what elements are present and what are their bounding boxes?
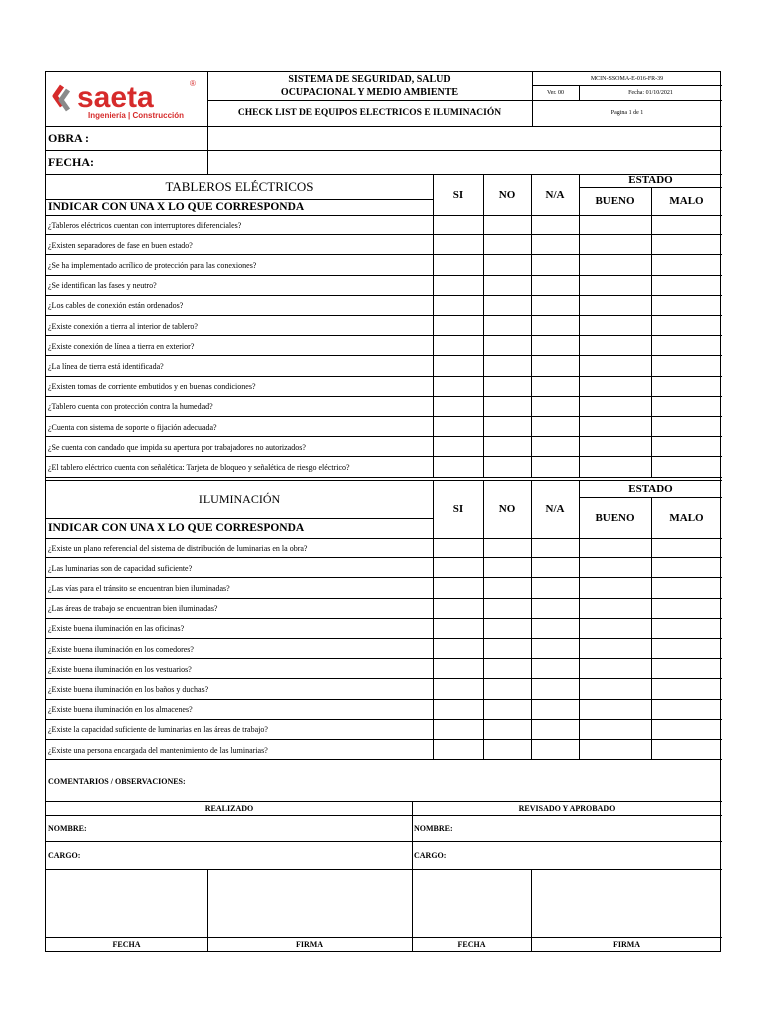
question-text: ¿Existen separadores de fase en buen estado? (48, 240, 193, 250)
check-cell-si[interactable] (433, 679, 483, 699)
table-row (46, 679, 722, 699)
question-text: ¿Tablero cuenta con protección contra la humedad? (48, 402, 213, 412)
check-cell-malo[interactable] (651, 276, 722, 296)
check-cell-si[interactable] (433, 740, 483, 760)
check-cell-malo[interactable] (651, 740, 722, 760)
question-text: ¿Las vías para el tránsito se encuentran bien iluminadas? (48, 583, 230, 593)
check-cell-na[interactable] (531, 336, 579, 356)
question-text: ¿Existe buena iluminación en los baños y duchas? (48, 684, 209, 694)
check-cell-bueno[interactable] (579, 397, 651, 417)
check-cell-no[interactable] (483, 235, 531, 255)
check-cell-na[interactable] (531, 437, 579, 457)
table-row (46, 316, 722, 336)
table-row (46, 437, 722, 457)
check-cell-malo[interactable] (651, 235, 722, 255)
check-cell-malo[interactable] (651, 296, 722, 316)
check-cell-no[interactable] (483, 639, 531, 659)
logo-tagline: Ingeniería | Construcción (87, 111, 184, 120)
nombre-label-revisado: NOMBRE: (414, 823, 453, 833)
obra-label: OBRA : (48, 130, 90, 145)
question-text: ¿Existe buena iluminación en los comedores? (48, 644, 194, 654)
table-row (46, 377, 722, 397)
check-cell-si[interactable] (433, 397, 483, 417)
table-row (46, 599, 722, 619)
col-malo-header-1: MALO (669, 195, 704, 207)
table-row (46, 417, 722, 437)
question-text: ¿Cuenta con sistema de soporte o fijación adecuada? (48, 422, 217, 432)
col-si-header-2: SI (452, 503, 464, 515)
check-cell-si[interactable] (433, 255, 483, 275)
check-cell-malo[interactable] (651, 619, 722, 639)
table-row (46, 336, 722, 356)
check-cell-no[interactable] (483, 316, 531, 336)
check-cell-si[interactable] (433, 619, 483, 639)
check-cell-no[interactable] (483, 377, 531, 397)
table-row (46, 457, 722, 477)
check-cell-na[interactable] (531, 215, 579, 235)
check-cell-bueno[interactable] (579, 336, 651, 356)
document-date: Fecha: 01/10/2021 (628, 89, 673, 96)
question-text: ¿Tableros eléctricos cuentan con interruptores diferenciales? (48, 220, 242, 230)
check-cell-bueno[interactable] (579, 659, 651, 679)
check-cell-bueno[interactable] (579, 296, 651, 316)
check-cell-na[interactable] (531, 619, 579, 639)
check-cell-na[interactable] (531, 599, 579, 619)
check-cell-no[interactable] (483, 659, 531, 679)
check-cell-malo[interactable] (651, 538, 722, 558)
check-cell-no[interactable] (483, 397, 531, 417)
question-text: ¿Las áreas de trabajo se encuentran bien iluminadas? (48, 604, 218, 614)
check-cell-no[interactable] (483, 336, 531, 356)
check-cell-si[interactable] (433, 599, 483, 619)
check-cell-no[interactable] (483, 457, 531, 477)
check-cell-si[interactable] (433, 720, 483, 740)
question-text: ¿Existe una persona encargada del mantenimiento de las luminarias? (48, 745, 268, 755)
question-text: ¿La línea de tierra está identificada? (48, 361, 164, 371)
check-cell-bueno[interactable] (579, 457, 651, 477)
check-cell-bueno[interactable] (579, 255, 651, 275)
check-cell-malo[interactable] (651, 336, 722, 356)
check-cell-si[interactable] (433, 700, 483, 720)
check-cell-no[interactable] (483, 296, 531, 316)
question-text: ¿Existe un plano referencial del sistema de distribución de luminarias en la obra? (48, 543, 308, 553)
question-text: ¿Existe buena iluminación en las oficinas? (48, 624, 185, 634)
check-cell-si[interactable] (433, 558, 483, 578)
check-cell-na[interactable] (531, 659, 579, 679)
check-cell-bueno[interactable] (579, 215, 651, 235)
check-cell-no[interactable] (483, 437, 531, 457)
cargo-label-revisado: CARGO: (414, 850, 447, 860)
revisado-header: REVISADO Y APROBADO (518, 803, 616, 813)
question-text: ¿Existe la capacidad suficiente de luminarias en las áreas de trabajo? (48, 725, 268, 735)
fecha-box-revisado[interactable] (412, 869, 531, 937)
table-row (46, 215, 722, 235)
check-cell-na[interactable] (531, 255, 579, 275)
check-cell-si[interactable] (433, 276, 483, 296)
check-cell-bueno[interactable] (579, 599, 651, 619)
check-cell-no[interactable] (483, 599, 531, 619)
check-cell-na[interactable] (531, 720, 579, 740)
check-cell-no[interactable] (483, 356, 531, 376)
check-cell-malo[interactable] (651, 639, 722, 659)
check-cell-na[interactable] (531, 356, 579, 376)
table-row (46, 356, 722, 376)
check-cell-si[interactable] (433, 235, 483, 255)
check-cell-bueno[interactable] (579, 356, 651, 376)
section1-instruction: INDICAR CON UNA X LO QUE CORRESPONDA (48, 201, 305, 213)
check-cell-no[interactable] (483, 720, 531, 740)
check-cell-malo[interactable] (651, 599, 722, 619)
check-cell-na[interactable] (531, 296, 579, 316)
col-malo-header-2: MALO (669, 511, 704, 524)
check-cell-bueno[interactable] (579, 578, 651, 598)
check-cell-malo[interactable] (651, 558, 722, 578)
table-row (46, 235, 722, 255)
check-cell-malo[interactable] (651, 417, 722, 437)
section2-title: ILUMINACIÓN (198, 491, 281, 506)
table-row (46, 659, 722, 679)
section2-instruction: INDICAR CON UNA X LO QUE CORRESPONDA (48, 522, 305, 534)
saeta-logo-mark (52, 76, 202, 122)
form-subtitle: CHECK LIST DE EQUIPOS ELECTRICOS E ILUMINACIÓN (237, 108, 502, 118)
table-row (46, 296, 722, 316)
question-text: ¿Se ha implementado acrílico de protección para las conexiones? (48, 260, 257, 270)
check-cell-bueno[interactable] (579, 437, 651, 457)
check-cell-na[interactable] (531, 235, 579, 255)
document-code: MCIN-SSOMA-E-016-FR-39 (590, 75, 664, 82)
checklist-form (45, 71, 721, 952)
col-na-header-2: N/A (545, 503, 565, 515)
question-text: ¿Se cuenta con candado que impida su apertura por trabajadores no autorizados? (48, 442, 306, 452)
check-cell-no[interactable] (483, 679, 531, 699)
check-cell-malo[interactable] (651, 659, 722, 679)
check-cell-no[interactable] (483, 700, 531, 720)
check-cell-si[interactable] (433, 296, 483, 316)
fecha-box-realizado[interactable] (46, 869, 207, 937)
check-cell-si[interactable] (433, 336, 483, 356)
check-cell-malo[interactable] (651, 679, 722, 699)
check-cell-na[interactable] (531, 417, 579, 437)
check-cell-bueno[interactable] (579, 377, 651, 397)
check-cell-bueno[interactable] (579, 639, 651, 659)
check-cell-na[interactable] (531, 679, 579, 699)
check-cell-bueno[interactable] (579, 417, 651, 437)
logo-brand-text: saeta (76, 81, 154, 114)
system-title: SISTEMA DE SEGURIDAD, SALUD OCUPACIONAL Y MEDIO AMBIENTE (280, 74, 459, 98)
document-version: Ver. 00 (547, 89, 564, 96)
check-cell-bueno[interactable] (579, 720, 651, 740)
company-logo (46, 72, 207, 126)
col-no-header-1: NO (498, 189, 516, 201)
comments-label: COMENTARIOS / OBSERVACIONES: (48, 776, 186, 786)
table-row (46, 619, 722, 639)
question-text: ¿Existe conexión de línea a tierra en exterior? (48, 341, 195, 351)
check-cell-bueno[interactable] (579, 558, 651, 578)
table-row (46, 639, 722, 659)
check-cell-si[interactable] (433, 377, 483, 397)
check-cell-si[interactable] (433, 639, 483, 659)
check-cell-si[interactable] (433, 578, 483, 598)
check-cell-no[interactable] (483, 740, 531, 760)
check-cell-malo[interactable] (651, 397, 722, 417)
check-cell-bueno[interactable] (579, 619, 651, 639)
check-cell-si[interactable] (433, 215, 483, 235)
col-si-header-1: SI (452, 189, 464, 201)
check-cell-bueno[interactable] (579, 538, 651, 558)
table-row (46, 720, 722, 740)
fecha-label: FECHA: (48, 154, 94, 169)
cargo-label-realizado: CARGO: (48, 850, 81, 860)
table-row (46, 740, 722, 760)
check-cell-si[interactable] (433, 659, 483, 679)
check-cell-no[interactable] (483, 215, 531, 235)
firma-label-realizado: FIRMA (295, 939, 324, 949)
check-cell-malo[interactable] (651, 356, 722, 376)
check-cell-bueno[interactable] (579, 740, 651, 760)
check-cell-no[interactable] (483, 276, 531, 296)
col-bueno-header-2: BUENO (595, 511, 635, 524)
check-cell-na[interactable] (531, 700, 579, 720)
question-text: ¿El tablero eléctrico cuenta con señalética: Tarjeta de bloqueo y señalética de riesgo eléctrico? (48, 462, 350, 472)
check-cell-na[interactable] (531, 377, 579, 397)
check-cell-bueno[interactable] (579, 679, 651, 699)
check-cell-bueno[interactable] (579, 316, 651, 336)
check-cell-malo[interactable] (651, 720, 722, 740)
check-cell-malo[interactable] (651, 437, 722, 457)
fecha-label-realizado: FECHA (112, 939, 141, 949)
check-cell-malo[interactable] (651, 255, 722, 275)
table-row (46, 255, 722, 275)
question-text: ¿Existen tomas de corriente embutidos y en buenas condiciones? (48, 382, 256, 392)
check-cell-na[interactable] (531, 538, 579, 558)
check-cell-malo[interactable] (651, 377, 722, 397)
question-text: ¿Se identifican las fases y neutro? (48, 281, 157, 291)
table-row (46, 538, 722, 558)
check-cell-na[interactable] (531, 397, 579, 417)
check-cell-si[interactable] (433, 356, 483, 376)
check-cell-no[interactable] (483, 558, 531, 578)
section1-title: TABLEROS ELÉCTRICOS (165, 179, 314, 194)
question-text: ¿Existe buena iluminación en los almacenes? (48, 705, 193, 715)
col-estado-header-2: ESTADO (628, 482, 673, 495)
table-row (46, 397, 722, 417)
check-cell-malo[interactable] (651, 215, 722, 235)
check-cell-bueno[interactable] (579, 700, 651, 720)
firma-box-revisado[interactable] (531, 869, 722, 937)
table-row (46, 276, 722, 296)
col-na-header-1: N/A (545, 189, 565, 201)
check-cell-na[interactable] (531, 457, 579, 477)
check-cell-malo[interactable] (651, 578, 722, 598)
check-cell-malo[interactable] (651, 457, 722, 477)
check-cell-bueno[interactable] (579, 276, 651, 296)
check-cell-no[interactable] (483, 255, 531, 275)
logo-registered-mark: ® (189, 79, 196, 88)
page-number: Pagina 1 de 1 (610, 110, 644, 116)
obra-input[interactable] (207, 126, 722, 150)
table-row (46, 558, 722, 578)
question-text: ¿Las luminarias son de capacidad suficiente? (48, 563, 193, 573)
firma-label-revisado: FIRMA (612, 939, 641, 949)
check-cell-no[interactable] (483, 619, 531, 639)
fecha-input[interactable] (207, 150, 722, 174)
col-no-header-2: NO (498, 503, 516, 515)
firma-box-realizado[interactable] (207, 869, 412, 937)
check-cell-no[interactable] (483, 417, 531, 437)
check-cell-si[interactable] (433, 437, 483, 457)
realizado-header: REALIZADO (204, 803, 254, 813)
check-cell-si[interactable] (433, 457, 483, 477)
check-cell-malo[interactable] (651, 700, 722, 720)
check-cell-si[interactable] (433, 316, 483, 336)
fecha-label-revisado: FECHA (457, 939, 486, 949)
check-cell-si[interactable] (433, 538, 483, 558)
check-cell-malo[interactable] (651, 316, 722, 336)
check-cell-si[interactable] (433, 417, 483, 437)
table-row (46, 700, 722, 720)
check-cell-na[interactable] (531, 276, 579, 296)
question-text: ¿Existe buena iluminación en los vestuarios? (48, 664, 192, 674)
col-estado-header-1: ESTADO (628, 174, 673, 186)
table-row (46, 578, 722, 598)
check-cell-na[interactable] (531, 578, 579, 598)
check-cell-no[interactable] (483, 538, 531, 558)
check-cell-na[interactable] (531, 316, 579, 336)
check-cell-bueno[interactable] (579, 235, 651, 255)
check-cell-na[interactable] (531, 639, 579, 659)
question-text: ¿Existe conexión a tierra al interior de tablero? (48, 321, 198, 331)
question-text: ¿Los cables de conexión están ordenados? (48, 301, 184, 311)
check-cell-na[interactable] (531, 740, 579, 760)
check-cell-na[interactable] (531, 558, 579, 578)
col-bueno-header-1: BUENO (595, 195, 635, 207)
check-cell-no[interactable] (483, 578, 531, 598)
nombre-label-realizado: NOMBRE: (48, 823, 87, 833)
